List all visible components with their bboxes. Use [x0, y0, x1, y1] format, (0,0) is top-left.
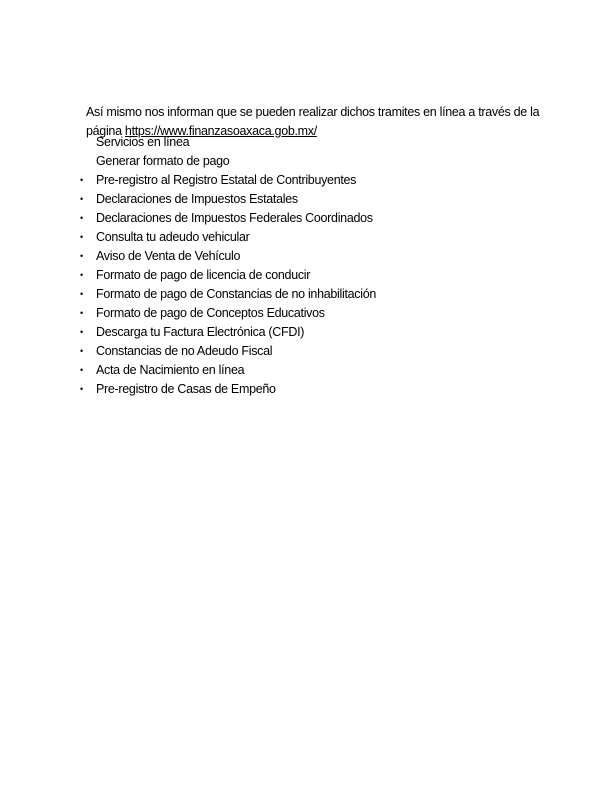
list-item-label: Aviso de Venta de Vehículo — [96, 249, 241, 263]
bullet-icon: • — [80, 175, 83, 185]
list-item-label: Pre-registro de Casas de Empeño — [96, 382, 276, 396]
list-item-label: Acta de Nacimiento en línea — [96, 363, 245, 377]
bullet-icon: • — [80, 384, 83, 394]
bullet-icon: • — [80, 346, 83, 356]
bullet-icon: • — [80, 308, 83, 318]
list-item — [0, 266, 612, 285]
intro-text: Así mismo nos informan que se pueden realizar dichos tramites en línea a través de la página — [86, 104, 540, 138]
finanzas-link[interactable]: https://www.finanzasoaxaca.gob.mx/ — [124, 123, 317, 138]
list-item — [0, 304, 612, 323]
list-item-label: Consulta tu adeudo vehicular — [96, 230, 250, 244]
list-item — [0, 361, 612, 380]
bullet-icon: • — [80, 365, 83, 375]
bullet-icon: • — [80, 327, 83, 337]
bullet-icon: • — [80, 270, 83, 280]
list-item — [0, 342, 612, 361]
bullet-icon: • — [80, 213, 83, 223]
list-item — [0, 171, 612, 190]
bullet-icon: • — [80, 251, 83, 261]
list-item-label: Descarga tu Factura Electrónica (CFDI) — [96, 325, 305, 339]
list-item — [0, 247, 612, 266]
list-item-label: Formato de pago de licencia de conducir — [96, 268, 311, 282]
list-item — [0, 133, 612, 152]
list-item-label: Declaraciones de Impuestos Federales Coordinados — [96, 211, 373, 225]
list-item-label: Formato de pago de Conceptos Educativos — [96, 306, 325, 320]
bullet-icon: • — [80, 232, 83, 242]
bullet-icon: • — [80, 289, 83, 299]
list-item — [0, 323, 612, 342]
list-item — [0, 190, 612, 209]
list-item — [0, 209, 612, 228]
list-item-label: Generar formato de pago — [96, 154, 230, 168]
bullet-icon: • — [80, 194, 83, 204]
list-item-label: Formato de pago de Constancias de no inhabilitación — [96, 287, 377, 301]
list-item-label: Declaraciones de Impuestos Estatales — [96, 192, 298, 206]
list-item — [0, 152, 612, 171]
list-item — [0, 285, 612, 304]
list-item — [0, 380, 612, 399]
services-list — [0, 133, 612, 399]
list-item-label: Pre-registro al Registro Estatal de Contribuyentes — [96, 173, 357, 187]
list-item — [0, 228, 612, 247]
list-item-label: Constancias de no Adeudo Fiscal — [96, 344, 273, 358]
list-item-label: Servicios en línea — [96, 135, 190, 149]
